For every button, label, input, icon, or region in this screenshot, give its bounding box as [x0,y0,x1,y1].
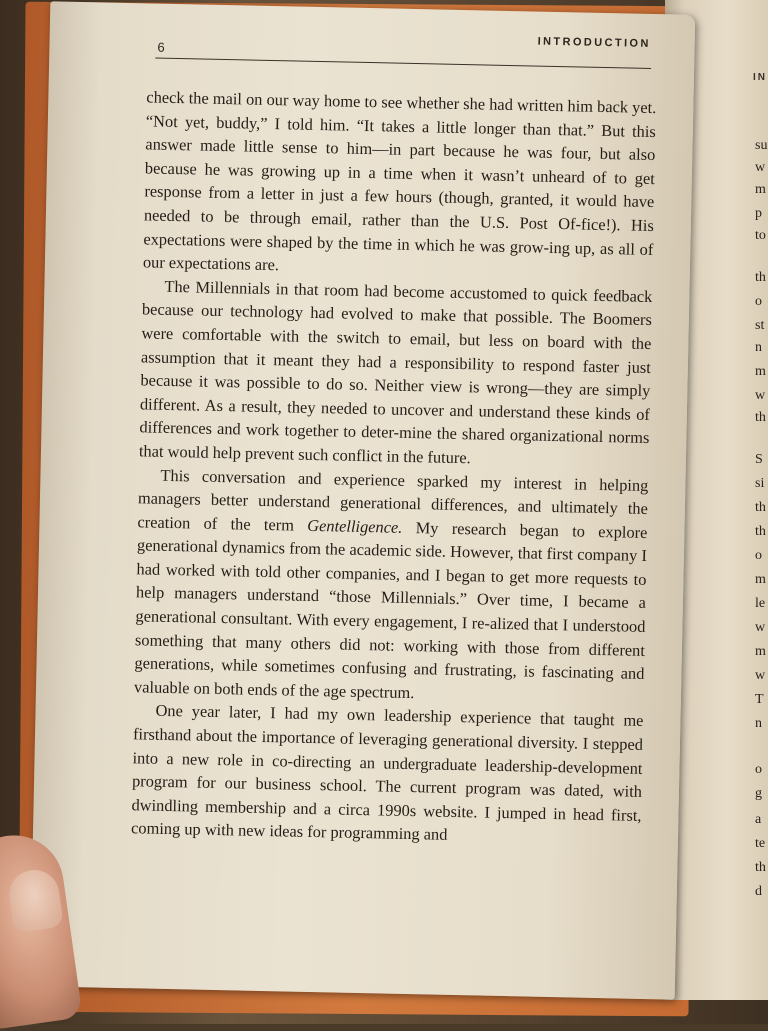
facing-line-fragment: w [755,668,766,683]
paragraph-3 [134,463,649,710]
facing-line-fragment: si [755,476,765,491]
facing-line-fragment: p [755,206,762,221]
facing-line-fragment: m [755,644,766,659]
page-number: 6 [157,39,165,55]
facing-line-fragment: m [755,572,766,587]
facing-line-fragment: S [755,452,763,467]
facing-line-fragment: o [755,294,762,309]
facing-line-fragment: to [755,228,766,243]
facing-line-fragment: m [755,364,766,379]
paragraph-2: The Millennials in that room had become accustomed to quick feedback because our technology had evolved to make that possible. The Boomers were comfortable with the switch to email, but less on board with the assumption that it meant they had a responsibility to respond faster just because it was possible to do so. Neither view is wrong—they are simply different. As a result, they needed to uncover and understand these kinds of differences and work together to deter-mine the shared organizational norms that would help prevent such conflict in the future. [138,276,653,468]
facing-line-fragment: g [755,786,762,801]
facing-line-fragment: te [755,836,766,851]
paragraph-1: check the mail on our way home to see whether she had written him back yet. “Not yet, buddy,” I told him. “It takes a little longer than that.” But this answer made little sense to him—in part because he was four, but also because he was growing up in a time when it wasn’t unheard of to get response from a letter in just a few hours (though, granted, it would have needed to be through email, rather than the U.S. Post Of-fice!). His expectations were shaped by the time in which he was grow-ing up, as all of our expectations are. [142,87,657,275]
book-page [30,1,695,999]
term-gentelligence: Gentelligence. [307,515,403,537]
facing-line-fragment: T [755,692,764,707]
facing-line-fragment: n [755,716,762,731]
facing-line-fragment: a [755,812,762,827]
facing-line-fragment: w [755,620,766,635]
facing-line-fragment: st [755,318,765,333]
facing-line-fragment: su [755,138,768,153]
facing-line-fragment: o [755,762,762,777]
facing-line-fragment: th [755,500,766,515]
running-head: INTRODUCTION [537,35,651,50]
facing-line-fragment: le [755,596,766,611]
facing-line-fragment: th [755,410,766,425]
facing-line-fragment: th [755,270,766,285]
facing-line-fragment: th [755,860,766,875]
facing-line-fragment: d [755,884,762,899]
facing-line-fragment: w [755,388,766,403]
paragraph-3-post: My research began to explore generational dynamics from the academic side. However, that first company I had worked with told other companies, and I began to get more requests to help managers understand “those Millennials.” Over time, I became a generational consultant. With every engagement, I re-alized that I understood something that many others did not: working with those from different generations, while sometimes confusing and frustrating, is fascinating and valuable on both ends of the age spectrum. [133,517,648,702]
paragraph-3-pre: This conversation and experience sparked my interest in helping managers better understand generational differences, and ultimately the creation of the term [137,465,649,535]
facing-line-fragment: w [755,160,766,175]
facing-line-fragment: n [755,340,762,355]
paragraph-4: One year later, I had my own leadership experience that taught me firsthand about the importance of leveraging generational diversity. I stepped into a new role in co-directing an undergraduate leadership-development program for our business school. The current program was dated, with dwindling membership and a circa 1990s website. I jumped in head first, coming up with new ideas for programming and [130,701,644,845]
body-text [131,85,657,851]
facing-line-fragment: o [755,548,762,563]
facing-line-fragment: th [755,524,766,539]
facing-running-head: IN [753,72,767,83]
header-rule [155,58,651,69]
facing-line-fragment: m [755,182,766,197]
